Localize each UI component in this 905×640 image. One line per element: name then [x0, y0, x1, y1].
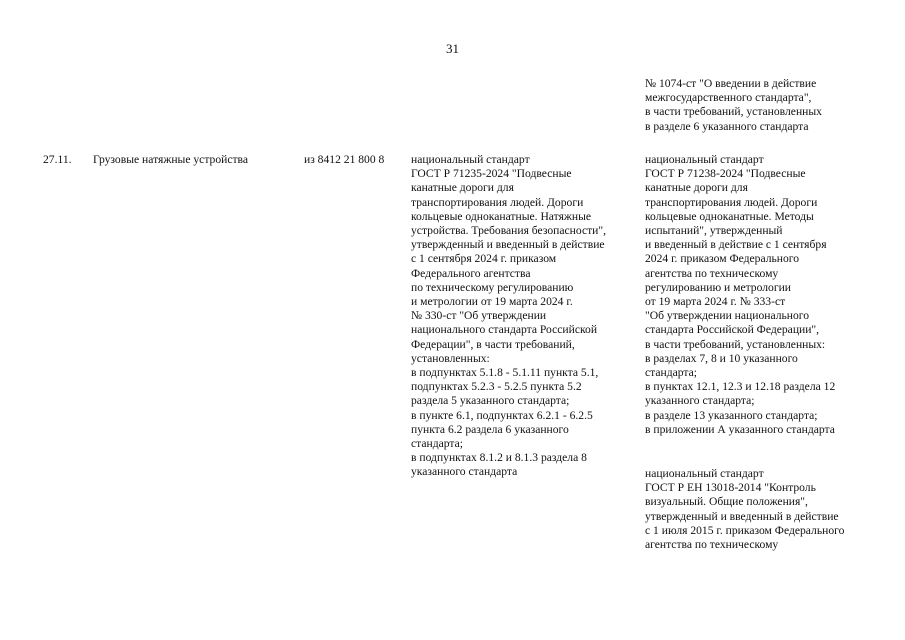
continued-standard-text: № 1074-ст "О введении в действие межгосударственного стандарта", в части требований, установленных в разделе 6 указанного стандарта [645, 77, 822, 133]
standard-text-column5-first: национальный стандарт ГОСТ Р 71238-2024 "Подвесные канатные дороги для транспортирования людей. Дороги кольцевые одноканатные. Методы испытаний", утвержденный и введенный в действие с 1 сентября 2024 г. приказом Федерального агентства по техническому регулированию и метрологии от 19 марта 2024 г. № 333-ст "Об утверждении национального стандарта Российской Федерации", в части требований, установленных: в разделах 7, 8 и 10 указанного стандарта; в пунктах 12.1, 12.3 и 12.18 раздела 12 указанного стандарта; в разделе 13 указанного стандарта; в приложении А указанного стандарта [645, 153, 836, 436]
page-number: 31 [446, 41, 459, 56]
tn-ved-code: из 8412 21 800 8 [304, 153, 385, 166]
product-name: Грузовые натяжные устройства [93, 153, 249, 166]
standard-text-column4: национальный стандарт ГОСТ Р 71235-2024 "Подвесные канатные дороги для транспортирования людей. Дороги кольцевые одноканатные. Натяжные устройства. Требования безопасности", утвержденный и введенный в действие с 1 сентября 2024 г. приказом Федерального агентства по техническому регулированию и метрологии от 19 марта 2024 г. № 330-ст "Об утверждении национального стандарта Российской Федерации", в части требований, установленных: в подпунктах 5.1.8 - 5.1.11 пункта 5.1, подпунктах 5.2.3 - 5.2.5 пункта 5.2 раздела 5 указанного стандарта; в пункте 6.1, подпунктах 6.2.1 - 6.2.5 пункта 6.2 раздела 6 указанного стандарта; в подпунктах 8.1.2 и 8.1.3 раздела 8 указанного стандарта [411, 153, 606, 479]
row-number: 27.11. [43, 153, 72, 166]
standard-text-column5-second: национальный стандарт ГОСТ Р ЕН 13018-2014 "Контроль визуальный. Общие положения", утвержденный и введенный в действие с 1 июля 2015 г. приказом Федерального агентства по техническому [645, 467, 845, 552]
